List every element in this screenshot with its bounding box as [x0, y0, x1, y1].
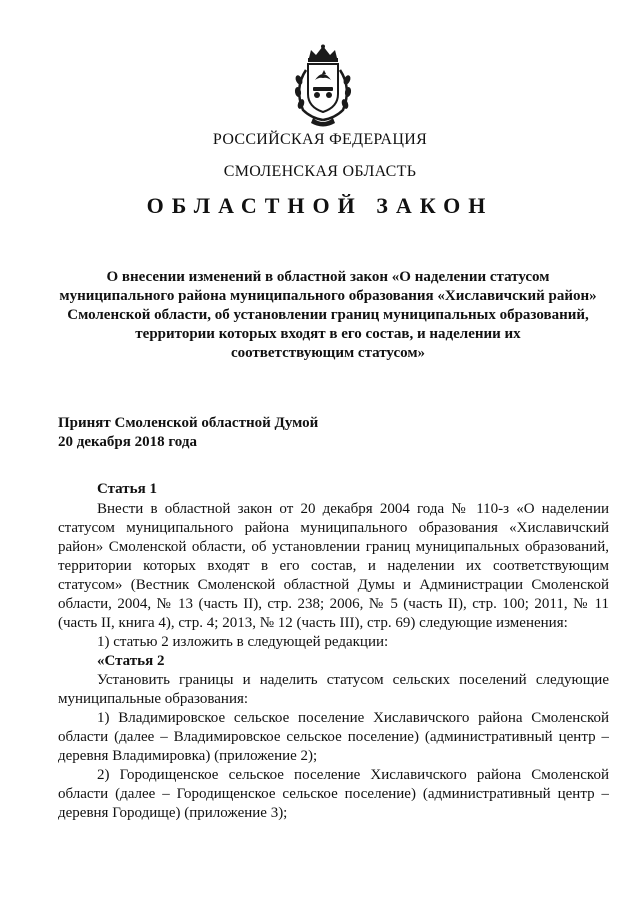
body-line: 1) Владимировское сельское поселение Хиславичского района Смоленской — [97, 710, 609, 726]
body-line: деревня Городище) (приложение 3); — [58, 805, 288, 821]
body-line: статусом» (Вестник Смоленской областной Думы и Администрации Смоленской — [58, 577, 609, 593]
law-title — [58, 268, 598, 363]
body-line: области (далее – Городищенское сельское поселение) (административный центр – — [58, 786, 609, 802]
body-line: 1) статью 2 изложить в следующей редакции: — [97, 634, 389, 650]
country-heading: РОССИЙСКАЯ ФЕДЕРАЦИЯ — [212, 131, 428, 148]
law-title-line: соответствующим статусом» — [230, 345, 426, 361]
coat-of-arms-icon — [289, 44, 357, 128]
article-1-heading: Статья 1 — [97, 481, 157, 497]
law-title-line: муниципального района муниципального образования «Хиславичский район» — [59, 288, 597, 304]
adoption-body: Принят Смоленской областной Думой — [58, 415, 319, 431]
body-line: Установить границы и наделить статусом сельских поселений следующие — [97, 672, 609, 688]
body-line: области (далее – Владимировское сельское поселение) (административный центр – — [58, 729, 609, 745]
adoption-block — [58, 414, 318, 452]
region-heading: СМОЛЕНСКАЯ ОБЛАСТЬ — [223, 163, 417, 180]
body-line: области, 2004, № 13 (часть II), стр. 238; 2006, № 5 (часть II), стр. 100; 2011, № 11 — [58, 596, 609, 612]
adoption-date: 20 декабря 2018 года — [58, 434, 197, 450]
coat-of-arms-emblem — [289, 44, 357, 128]
article-body — [58, 500, 609, 823]
law-title-line: территории которых входят в его состав, и наделении их — [135, 326, 521, 342]
law-title-line: О внесении изменений в областной закон «О наделении статусом — [106, 269, 550, 285]
body-line: 2) Городищенское сельское поселение Хиславичского района Смоленской — [97, 767, 609, 783]
law-title-line: Смоленской области, об установлении границ муниципальных образований, — [67, 307, 589, 323]
body-line: статусом муниципального района муниципального образования «Хиславичский — [58, 520, 609, 536]
body-line: деревня Владимировка) (приложение 2); — [58, 748, 318, 764]
body-line: Внести в областной закон от 20 декабря 2004 года № 110-з «О наделении — [97, 501, 609, 517]
body-line: муниципальные образования: — [58, 691, 249, 707]
body-line: территории которых входят в его состав, и наделении их соответствующим — [58, 558, 609, 574]
body-line: (часть II, книга 4), стр. 4; 2013, № 12 (часть III), стр. 69) следующие изменения: — [58, 615, 568, 631]
body-line: район» Смоленской области, об установлении границ муниципальных образований, — [58, 539, 609, 555]
document-type-heading: ОБЛАСТНОЙ ЗАКОН — [146, 193, 494, 218]
article-2-heading: «Статья 2 — [97, 653, 165, 669]
